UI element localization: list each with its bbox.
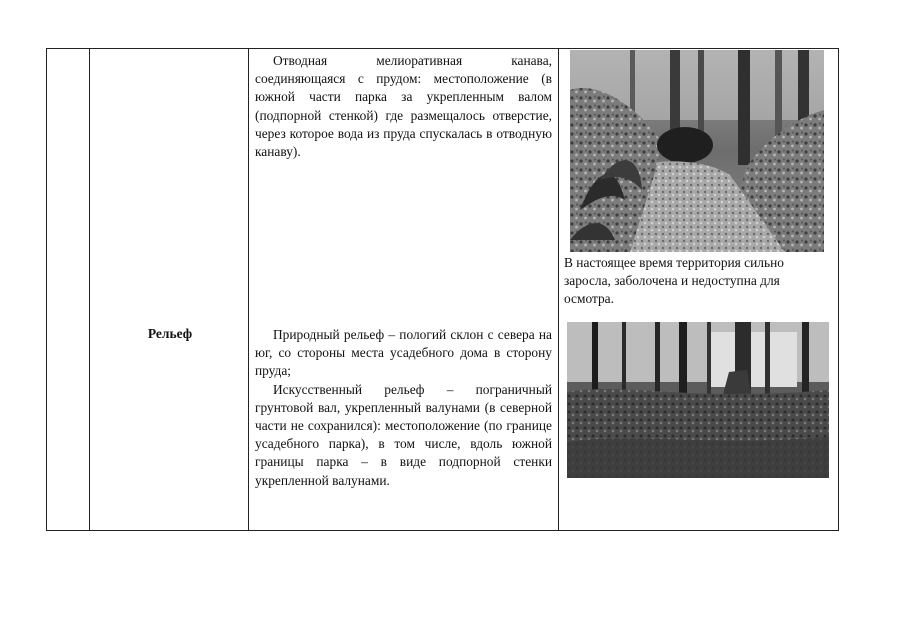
column-divider-3 (558, 48, 559, 531)
column-divider-2 (248, 48, 249, 531)
column-divider-1 (89, 48, 90, 531)
relief-natural-paragraph: Природный рельеф – пологий склон с севера на юг, со стороны места усадебного дома в сторону пруда; (255, 327, 552, 379)
table-right-border (838, 48, 839, 531)
forest-canal-image (570, 50, 824, 252)
relief-artificial-paragraph: Искусственный рельеф – пограничный грунтовой вал, укрепленный валунами (в северной части не сохранился): местоположение (по границе усадебного парка), в том числе, вдоль южной границы парка – в виде подпорной стенки укрепленной валунами. (255, 381, 552, 488)
drainage-paragraph: Отводная мелиоративная канава, соединяющаяся с прудом: местоположение (в южной части парка за укрепленным валом (подпорной стенкой) где размещалось отверстие, через которое вода из пруда спускалась в отводную канаву). (255, 53, 552, 160)
relief-photo (567, 322, 829, 478)
drainage-canal-photo (570, 50, 824, 252)
table-left-border (46, 48, 47, 531)
relief-description (255, 326, 552, 490)
table-bottom-border (46, 530, 839, 531)
relief-label: Рельеф (147, 326, 193, 341)
drainage-description (255, 52, 552, 161)
photo1-caption: В настоящее время территория сильно заросла, заболочена и недоступна для осмотра. (564, 255, 784, 307)
forest-relief-image (567, 322, 829, 478)
table-top-border (46, 48, 839, 49)
